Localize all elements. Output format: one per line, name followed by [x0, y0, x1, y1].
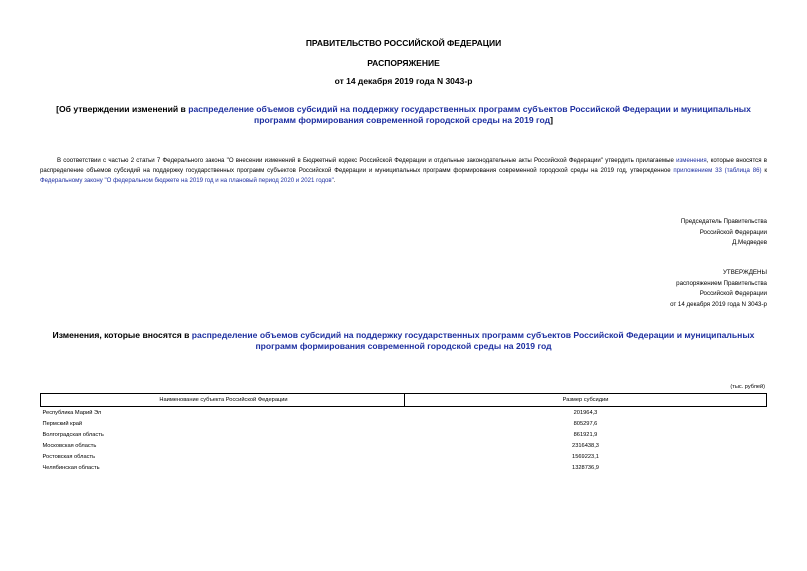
- approval-stamp: [670, 268, 767, 310]
- changes-title-prefix: Изменения, которые вносятся в: [52, 330, 192, 340]
- table-row: [41, 462, 767, 473]
- title-suffix: ]: [550, 115, 553, 125]
- approval-line: распоряжением Правительства: [676, 279, 767, 287]
- body-text-2: , которые вносятся в распределение объемов субсидий на поддержку государственных программ субъектов Российской Федерации и муниципальных программ формирования современной городской среды на 2019 год, утвержденное: [40, 157, 767, 174]
- amount-cell: 2316438,3: [572, 442, 599, 449]
- region-cell: Пермский край: [42, 420, 83, 427]
- document-title: [40, 104, 767, 126]
- government-heading: ПРАВИТЕЛЬСТВО РОССИЙСКОЙ ФЕДЕРАЦИИ: [305, 38, 502, 48]
- region-cell: Ростовская область: [42, 453, 96, 460]
- table-row: [41, 440, 767, 451]
- signature-line: Председатель Правительства: [680, 218, 767, 225]
- title-link[interactable]: распределение объемов субсидий на поддержку государственных программ субъектов Российской Федерации и муниципальных программ формирования современной городской среды на 2019 год: [188, 104, 751, 125]
- table-row: [41, 451, 767, 462]
- region-cell: Челябинская область: [42, 464, 100, 471]
- region-cell: Московская область: [42, 442, 97, 449]
- title-prefix: [Об утверждении изменений в: [56, 104, 189, 114]
- appendix-link[interactable]: приложением 33 (таблица 86): [673, 167, 762, 174]
- federal-law-link[interactable]: Федеральному закону "О федеральном бюджете на 2019 год и на плановый период 2020 и 2021 годов": [40, 177, 334, 184]
- region-cell: Республика Марий Эл: [42, 409, 102, 416]
- changes-link[interactable]: изменения: [676, 157, 707, 164]
- document-type-heading: РАСПОРЯЖЕНИЕ: [367, 58, 440, 68]
- signature-name: Д.Медведев: [732, 239, 767, 247]
- column-header-amount: Размер субсидии: [405, 394, 767, 407]
- signature-block: [681, 217, 767, 249]
- document-date-number: от 14 декабря 2019 года N 3043-р: [334, 76, 473, 86]
- table-row: [41, 407, 767, 419]
- approval-line: УТВЕРЖДЕНЫ: [723, 269, 767, 276]
- units-label: (тыс. рублей): [730, 384, 765, 390]
- subsidy-table: [40, 393, 767, 473]
- amount-cell: 201964,3: [573, 409, 598, 416]
- table-row: [41, 418, 767, 429]
- body-text-4: .: [333, 177, 336, 184]
- amount-cell: 1569223,1: [572, 453, 599, 460]
- changes-title: [40, 330, 767, 352]
- body-text-1: В соответствии с частью 2 статьи 7 Федерального закона "О внесении изменений в Бюджетный кодекс Российской Федерации и отдельные законодательные акты Российской Федерации" утвердить прилагаемые: [57, 157, 677, 164]
- body-paragraph: [40, 156, 767, 186]
- amount-cell: 1328736,9: [572, 464, 599, 471]
- region-cell: Волгоградская область: [42, 431, 104, 438]
- approval-line: Российской Федерации: [699, 290, 767, 298]
- amount-cell: 805297,6: [573, 420, 598, 427]
- table-row: [41, 429, 767, 440]
- approval-date: от 14 декабря 2019 года N 3043-р: [670, 300, 767, 308]
- body-text-3: к: [761, 167, 767, 174]
- table-header-row: [41, 394, 767, 407]
- changes-title-link[interactable]: распределение объемов субсидий на поддержку государственных программ субъектов Российской Федерации и муниципальных программ формирования современной городской среды на 2019 год: [191, 330, 755, 351]
- amount-cell: 861921,9: [573, 431, 598, 438]
- column-header-region: Наименование субъекта Российской Федерации: [41, 394, 405, 407]
- signature-line: Российской Федерации: [699, 228, 767, 236]
